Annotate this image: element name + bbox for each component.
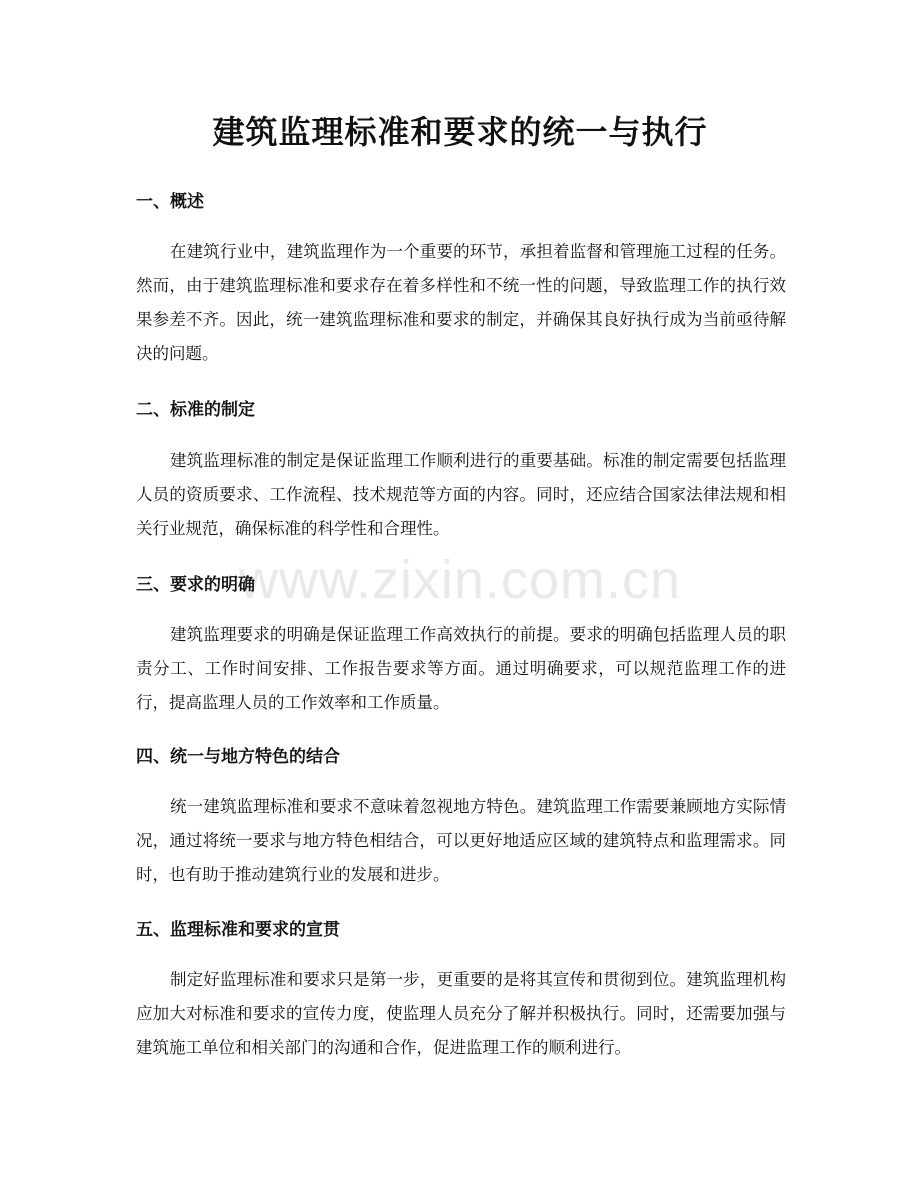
watermark-text: www.zixin.com.cn [238,550,682,610]
section-heading-publicity: 五、监理标准和要求的宣贯 [136,920,340,940]
section-heading-local-characteristics: 四、统一与地方特色的结合 [136,747,340,767]
section-paragraph-local-characteristics: 统一建筑监理标准和要求不意味着忽视地方特色。建筑监理工作需要兼顾地方实际情况，通过将统一要求与地方特色相结合，可以更好地适应区域的建筑特点和监理需求。同时，也有助于推动建筑行业的发展和进步。 [136,797,786,884]
section-heading-standard-formulation: 二、标准的制定 [136,400,255,420]
section-paragraph-standard-formulation: 建筑监理标准的制定是保证监理工作顺利进行的重要基础。标准的制定需要包括监理人员的资质要求、工作流程、技术规范等方面的内容。同时，还应结合国家法律法规和相关行业规范，确保标准的科学性和合理性。 [136,451,786,538]
section-paragraph-overview: 在建筑行业中，建筑监理作为一个重要的环节，承担着监督和管理施工过程的任务。然而，由于建筑监理标准和要求存在着多样性和不统一性的问题，导致监理工作的执行效果参差不齐。因此，统一建筑监理标准和要求的制定，并确保其良好执行成为当前亟待解决的问题。 [136,242,786,363]
section-paragraph-requirement-clarity: 建筑监理要求的明确是保证监理工作高效执行的前提。要求的明确包括监理人员的职责分工、工作时间安排、工作报告要求等方面。通过明确要求，可以规范监理工作的进行，提高监理人员的工作效率和工作质量。 [136,625,786,712]
section-heading-requirement-clarity: 三、要求的明确 [136,575,255,595]
section-heading-overview: 一、概述 [136,192,204,212]
page-title: 建筑监理标准和要求的统一与执行 [212,113,708,151]
section-paragraph-publicity: 制定好监理标准和要求只是第一步，更重要的是将其宣传和贯彻到位。建筑监理机构应加大对标准和要求的宣传力度，使监理人员充分了解并积极执行。同时，还需要加强与建筑施工单位和相关部门的沟通和合作，促进监理工作的顺利进行。 [136,970,786,1057]
